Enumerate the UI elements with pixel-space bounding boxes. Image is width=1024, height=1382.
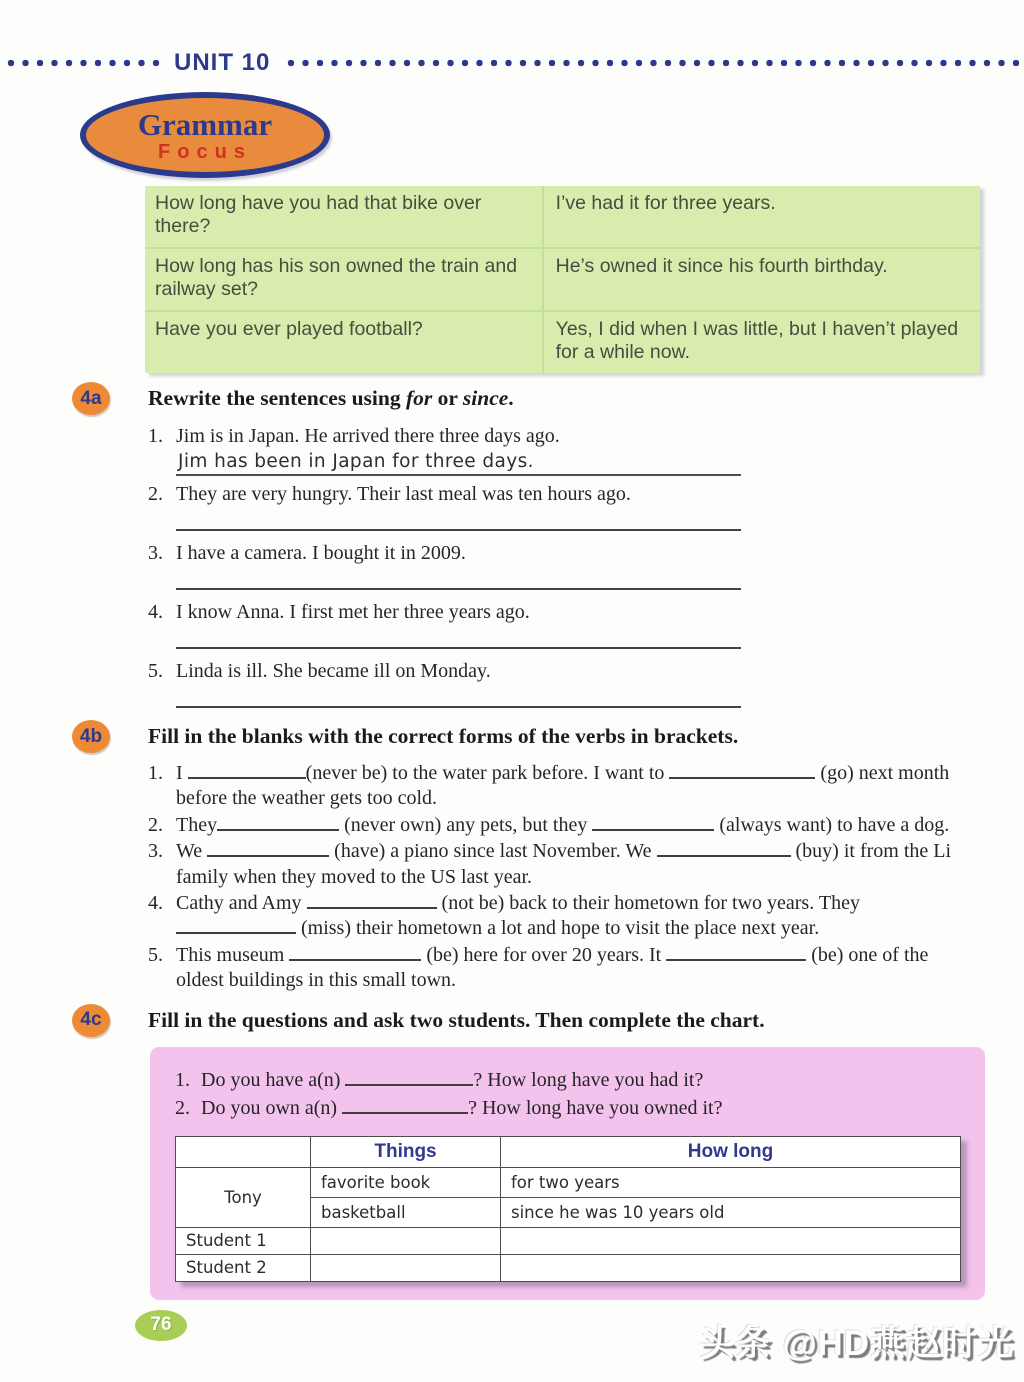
page-number-badge: 76 bbox=[135, 1310, 187, 1341]
item-text: They (never own) any pets, but they (always want) to have a dog. bbox=[176, 813, 950, 836]
survey-question bbox=[175, 1094, 985, 1123]
fill-in-blank[interactable] bbox=[666, 946, 806, 961]
fill-in-blank[interactable] bbox=[342, 1099, 468, 1114]
item-text: I know Anna. I first met her three years ago. bbox=[176, 601, 530, 623]
chart-corner-cell bbox=[176, 1136, 311, 1167]
handwritten-answer-line[interactable] bbox=[176, 450, 741, 476]
text-segment: since bbox=[462, 386, 509, 410]
fill-in-item bbox=[148, 813, 980, 838]
fill-in-item bbox=[148, 891, 980, 942]
grammar-example-row bbox=[145, 247, 980, 310]
example-question: Have you ever played football? bbox=[155, 318, 423, 340]
item-text: Jim is in Japan. He arrived there three days ago. bbox=[176, 425, 560, 447]
section-4a-items bbox=[148, 423, 980, 708]
answer-blank-line[interactable] bbox=[176, 684, 741, 708]
exercise-item bbox=[148, 599, 980, 649]
section-4c-header bbox=[72, 1004, 984, 1037]
item-number: 3. bbox=[148, 840, 163, 863]
exercise-sentence bbox=[148, 481, 980, 507]
fill-in-blank[interactable] bbox=[176, 919, 296, 934]
chart-header-how-long: How long bbox=[501, 1136, 961, 1167]
exercise-sentence bbox=[148, 599, 980, 625]
grammar-focus-badge bbox=[80, 92, 330, 178]
grammar-focus-word-focus: Focus bbox=[158, 140, 252, 163]
section-4a-header bbox=[72, 382, 984, 415]
exercise-item bbox=[148, 481, 980, 531]
chart-empty-cell[interactable] bbox=[501, 1254, 961, 1281]
fill-in-blank[interactable] bbox=[592, 816, 714, 831]
section-4b-title: Fill in the blanks with the correct forms of the verbs in brackets. bbox=[148, 724, 739, 748]
chart-empty-cell[interactable] bbox=[311, 1254, 501, 1281]
item-number: 2. bbox=[148, 483, 163, 505]
grammar-example-row bbox=[145, 186, 980, 247]
fill-in-blank[interactable] bbox=[345, 1071, 473, 1086]
item-number: 5. bbox=[148, 660, 163, 682]
chart-name-tony: Tony bbox=[176, 1167, 311, 1227]
chart-howlong-cell: since he was 10 years old bbox=[501, 1197, 961, 1227]
answer-blank-line[interactable] bbox=[176, 566, 741, 590]
chart-row-student2 bbox=[176, 1254, 961, 1281]
exercise-sentence bbox=[148, 423, 980, 449]
exercise-sentence bbox=[148, 540, 980, 566]
fill-in-blank[interactable] bbox=[188, 764, 306, 779]
grammar-focus-word-grammar: Grammar bbox=[137, 106, 273, 142]
grammar-example-row bbox=[145, 310, 980, 373]
item-text: They are very hungry. Their last meal was ten hours ago. bbox=[176, 483, 631, 505]
item-number: 2. bbox=[148, 813, 163, 836]
section-4a-title bbox=[148, 382, 514, 411]
chart-header-things: Things bbox=[311, 1136, 501, 1167]
chart-header-row bbox=[176, 1136, 961, 1167]
exercise-item bbox=[148, 540, 980, 590]
handwritten-answer: Jim has been in Japan for three days. bbox=[178, 451, 534, 472]
section-4b-items bbox=[148, 761, 980, 994]
answer-blank-line[interactable] bbox=[176, 507, 741, 531]
item-number: 1. bbox=[175, 1068, 190, 1091]
chart-name-student2: Student 2 bbox=[176, 1254, 311, 1281]
text-segment: . bbox=[508, 386, 514, 410]
fill-in-item bbox=[148, 839, 980, 890]
section-4b-header bbox=[72, 720, 984, 753]
example-answer: I’ve had it for three years. bbox=[542, 186, 980, 247]
exercise-sentence bbox=[148, 658, 980, 684]
dotted-rule-right bbox=[284, 58, 1020, 68]
example-question: How long have you had that bike over there? bbox=[155, 192, 482, 237]
watermark: 头条 @HD燕赵时光 bbox=[699, 1324, 1014, 1363]
example-answer: Yes, I did when I was little, but I haven’t played for a while now. bbox=[542, 312, 980, 373]
section-4b-badge: 4b bbox=[72, 720, 110, 753]
fill-in-blank[interactable] bbox=[217, 816, 339, 831]
item-text: I have a camera. I bought it in 2009. bbox=[176, 542, 466, 564]
text-segment: or bbox=[432, 386, 463, 410]
fill-in-blank[interactable] bbox=[289, 946, 421, 961]
survey-question bbox=[175, 1066, 985, 1095]
dotted-rule-left bbox=[4, 58, 160, 68]
example-question: How long has his son owned the train and railway set? bbox=[155, 255, 518, 300]
item-number: 1. bbox=[148, 425, 163, 447]
item-number: 2. bbox=[175, 1097, 190, 1120]
grammar-examples-table bbox=[145, 186, 980, 373]
chart-thing-cell: favorite book bbox=[311, 1167, 501, 1197]
item-text: We (have) a piano since last November. We (buy) it from the Li family when they moved to the US last year. bbox=[176, 840, 952, 888]
fill-in-item bbox=[148, 761, 980, 812]
exercise-item bbox=[148, 658, 980, 708]
section-4c bbox=[72, 1004, 984, 1300]
chart-thing-cell: basketball bbox=[311, 1197, 501, 1227]
unit-title: UNIT 10 bbox=[174, 49, 271, 76]
chart-row-tony-1 bbox=[176, 1167, 961, 1197]
section-4b bbox=[72, 720, 984, 994]
fill-in-blank[interactable] bbox=[669, 764, 815, 779]
item-number: 4. bbox=[148, 892, 163, 915]
answer-blank-line[interactable] bbox=[176, 625, 741, 649]
item-number: 4. bbox=[148, 601, 163, 623]
fill-in-blank[interactable] bbox=[307, 894, 437, 909]
chart-empty-cell[interactable] bbox=[501, 1227, 961, 1254]
fill-in-blank[interactable] bbox=[207, 842, 329, 857]
chart-row-student1 bbox=[176, 1227, 961, 1254]
section-4a-badge: 4a bbox=[72, 382, 110, 415]
survey-panel bbox=[150, 1047, 985, 1300]
item-number: 3. bbox=[148, 542, 163, 564]
section-4a bbox=[72, 382, 984, 708]
item-text: This museum (be) here for over 20 years. It (be) one of the oldest buildings in this small town. bbox=[176, 943, 929, 992]
chart-empty-cell[interactable] bbox=[311, 1227, 501, 1254]
section-4c-badge: 4c bbox=[72, 1004, 110, 1037]
survey-chart-table bbox=[175, 1136, 961, 1282]
text-segment: Rewrite the sentences using bbox=[148, 386, 406, 410]
item-text: Linda is ill. She became ill on Monday. bbox=[176, 660, 491, 682]
unit-header bbox=[4, 50, 1020, 76]
item-text: Cathy and Amy (not be) back to their hometown for two years. They (miss) their hometown a lot and hope to visit the place next year. bbox=[176, 892, 860, 940]
question-text: Do you have a(n) ? How long have you had it? bbox=[201, 1068, 704, 1091]
text-segment: for bbox=[405, 386, 433, 410]
item-number: 1. bbox=[148, 762, 163, 784]
exercise-item bbox=[148, 423, 980, 476]
section-4c-title: Fill in the questions and ask two students. Then complete the chart. bbox=[148, 1007, 765, 1032]
item-text: I (never be) to the water park before. I want to (go) next month before the weather gets too cold. bbox=[176, 762, 950, 810]
chart-howlong-cell: for two years bbox=[501, 1167, 961, 1197]
fill-in-blank[interactable] bbox=[657, 842, 791, 857]
example-answer: He’s owned it since his fourth birthday. bbox=[542, 249, 980, 310]
chart-name-student1: Student 1 bbox=[176, 1227, 311, 1254]
question-text: Do you own a(n) ? How long have you owned it? bbox=[201, 1097, 723, 1120]
item-number: 5. bbox=[148, 943, 163, 966]
fill-in-item bbox=[148, 943, 980, 994]
